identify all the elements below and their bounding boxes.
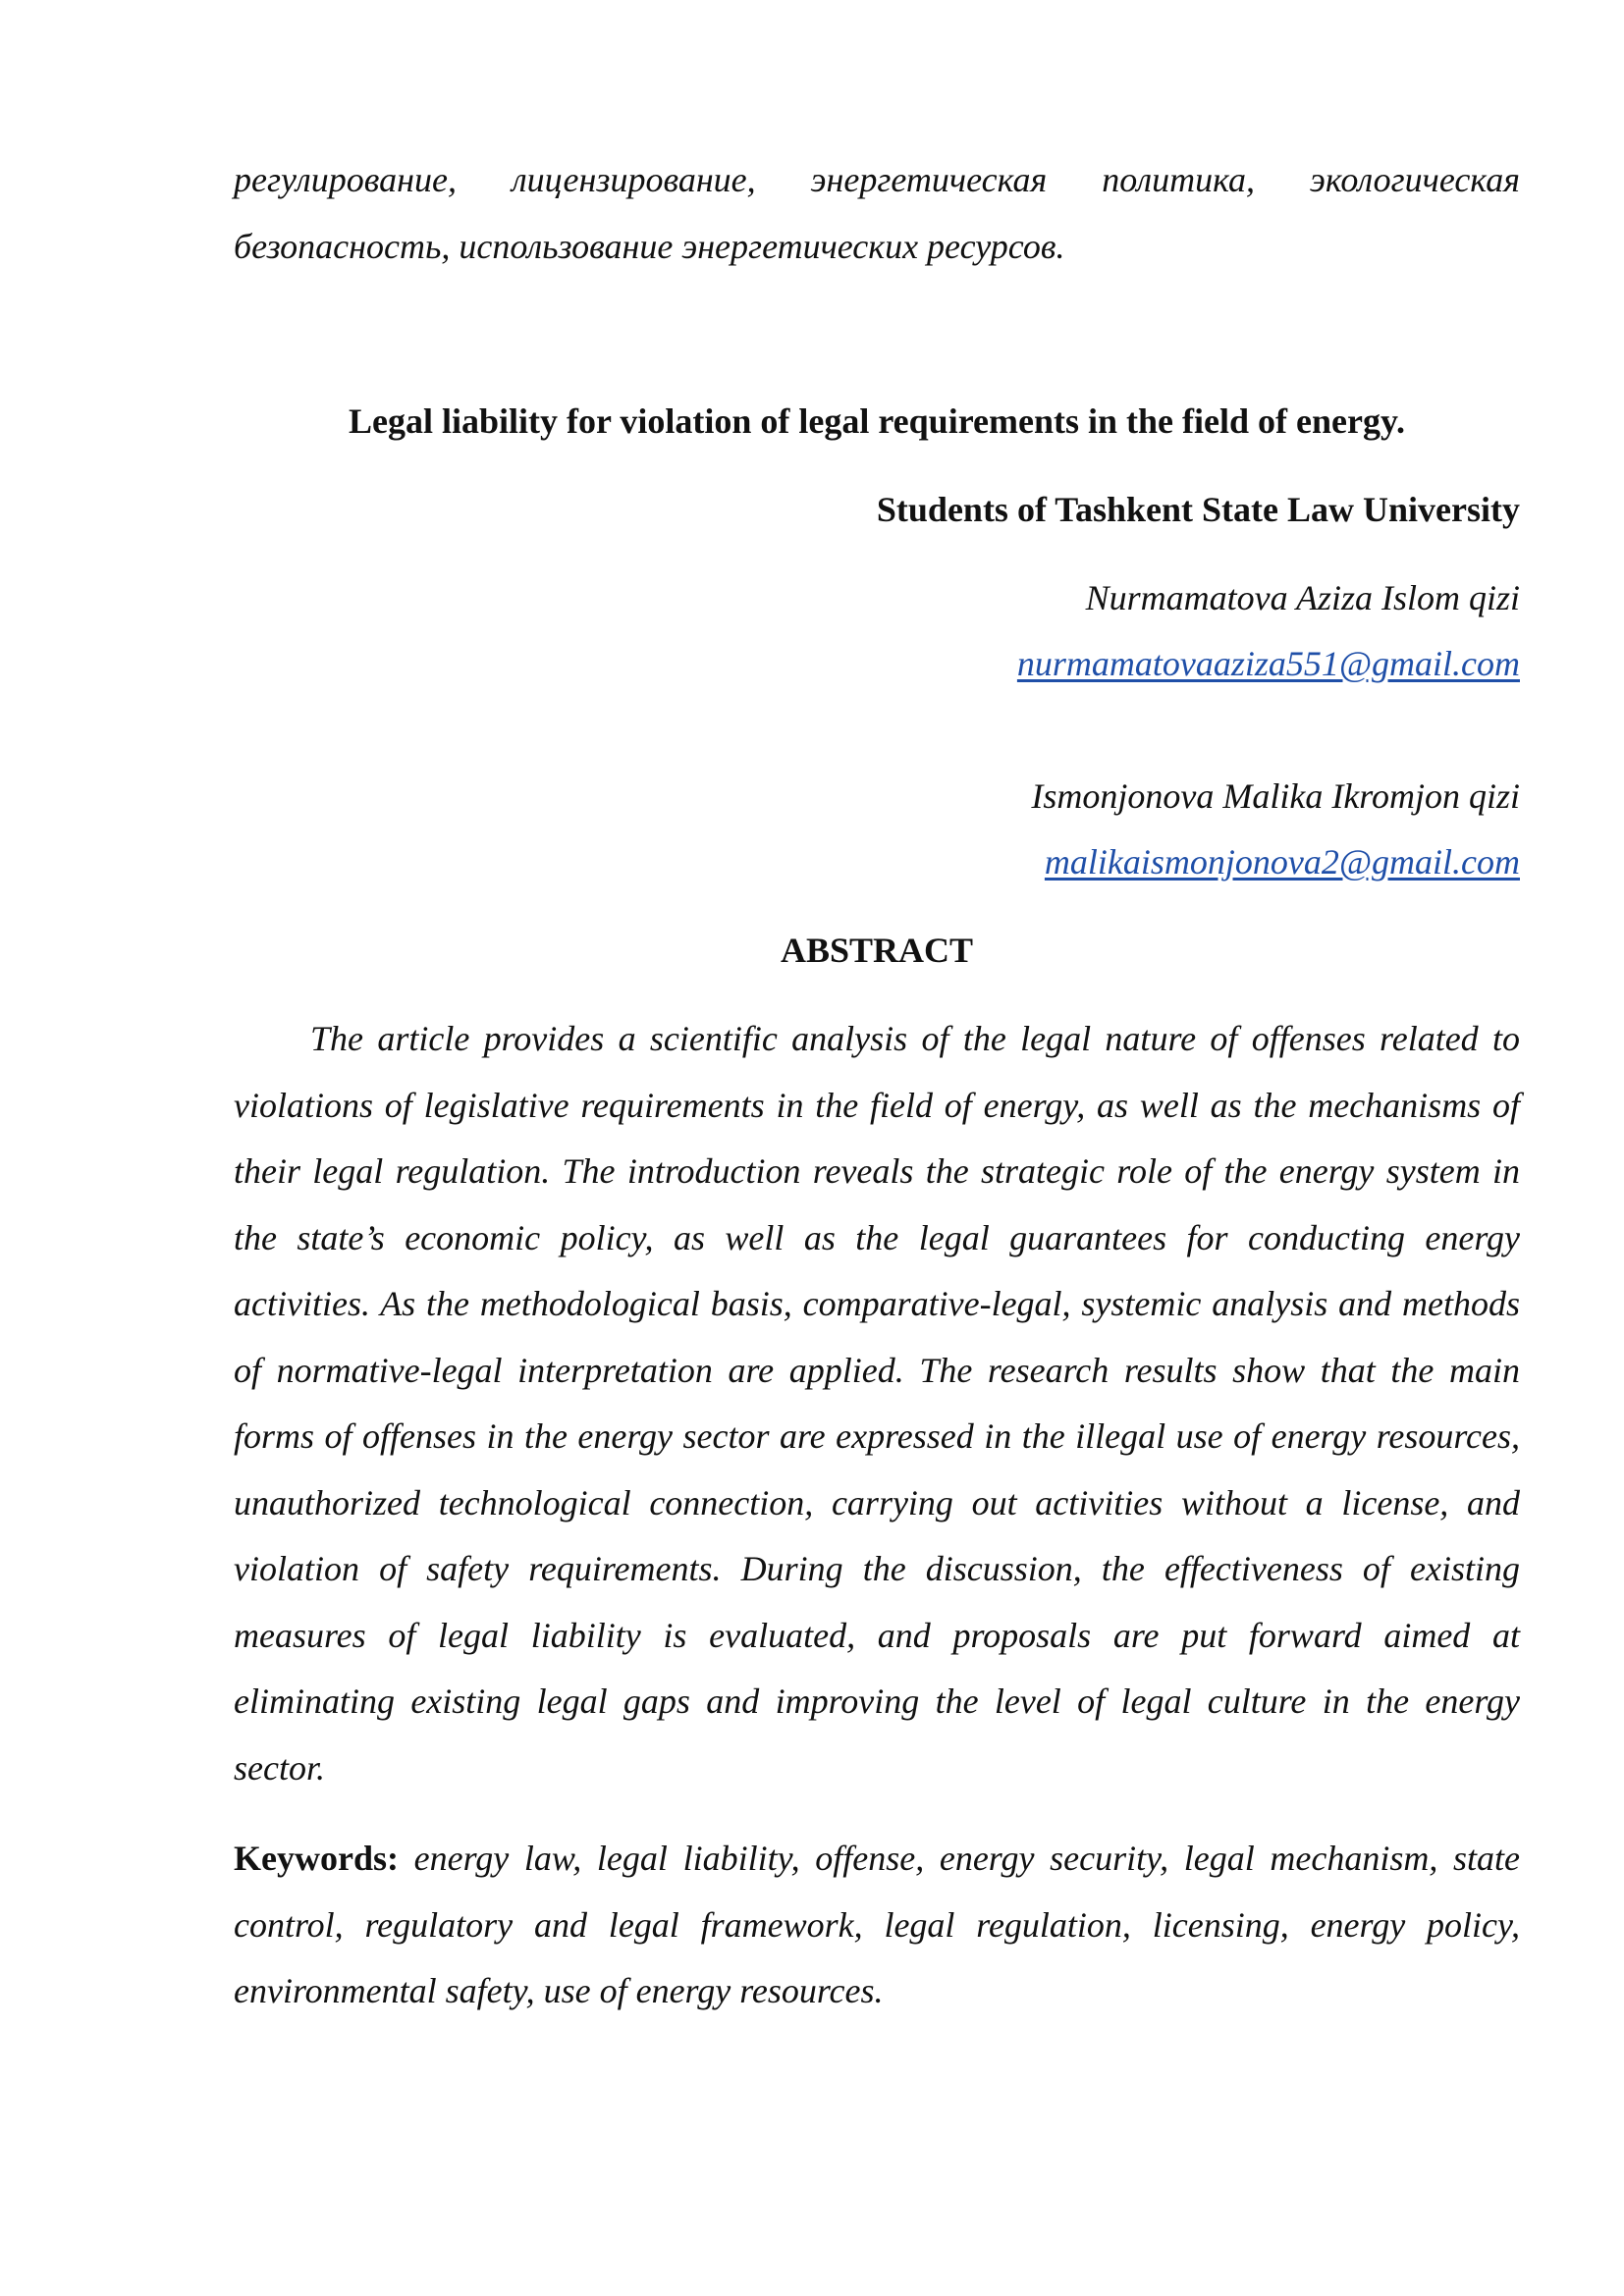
continuation-keywords-ru: регулирование, лицензирование, энергетическая политика, экологическая безопасность, использование энергетических ресурсов. [234,160,1520,266]
author-name-1: Nurmamatova Aziza Islom qizi [1085,578,1520,617]
affiliation: Students of Tashkent State Law University [876,490,1520,529]
abstract-heading: ABSTRACT [780,931,974,970]
keywords-paragraph [234,1826,1520,2025]
abstract-body: The article provides a scientific analysis of the legal nature of offenses related to violations of legislative requirements in the field of energy, as well as the mechanisms of their legal regulation. The introduction reveals the strategic role of the energy system in the state’s economic policy, as well as the legal guarantees for conducting energy activities. As the methodological basis, comparative-legal, systemic analysis and methods of normative-legal interpretation are applied. The research results show that the main forms of offenses in the energy sector are expressed in the illegal use of energy resources, unauthorized technological connection, carrying out activities without a license, and violation of safety requirements. During the discussion, the effectiveness of existing measures of legal liability is evaluated, and proposals are put forward aimed at eliminating existing legal gaps and improving the level of legal culture in the energy sector. [234,1019,1520,1788]
author-email-2-line [234,829,1520,896]
keywords-list: energy law, legal liability, offense, energy security, legal mechanism, state control, regulatory and legal framework, legal regulation, licensing, energy policy, environmental safety, use of energy resources. [234,1839,1521,2010]
author-email-1-line [234,631,1520,698]
keywords-label: Keywords: [234,1839,399,1878]
author-email-1-link[interactable]: nurmamatovaaziza551@gmail.com [1016,644,1520,683]
author-name-2: Ismonjonova Malika Ikromjon qizi [1031,776,1520,816]
article-title: Legal liability for violation of legal requirements in the field of energy. [349,401,1405,441]
author-email-2-link[interactable]: malikaismonjonova2@gmail.com [1044,842,1520,881]
